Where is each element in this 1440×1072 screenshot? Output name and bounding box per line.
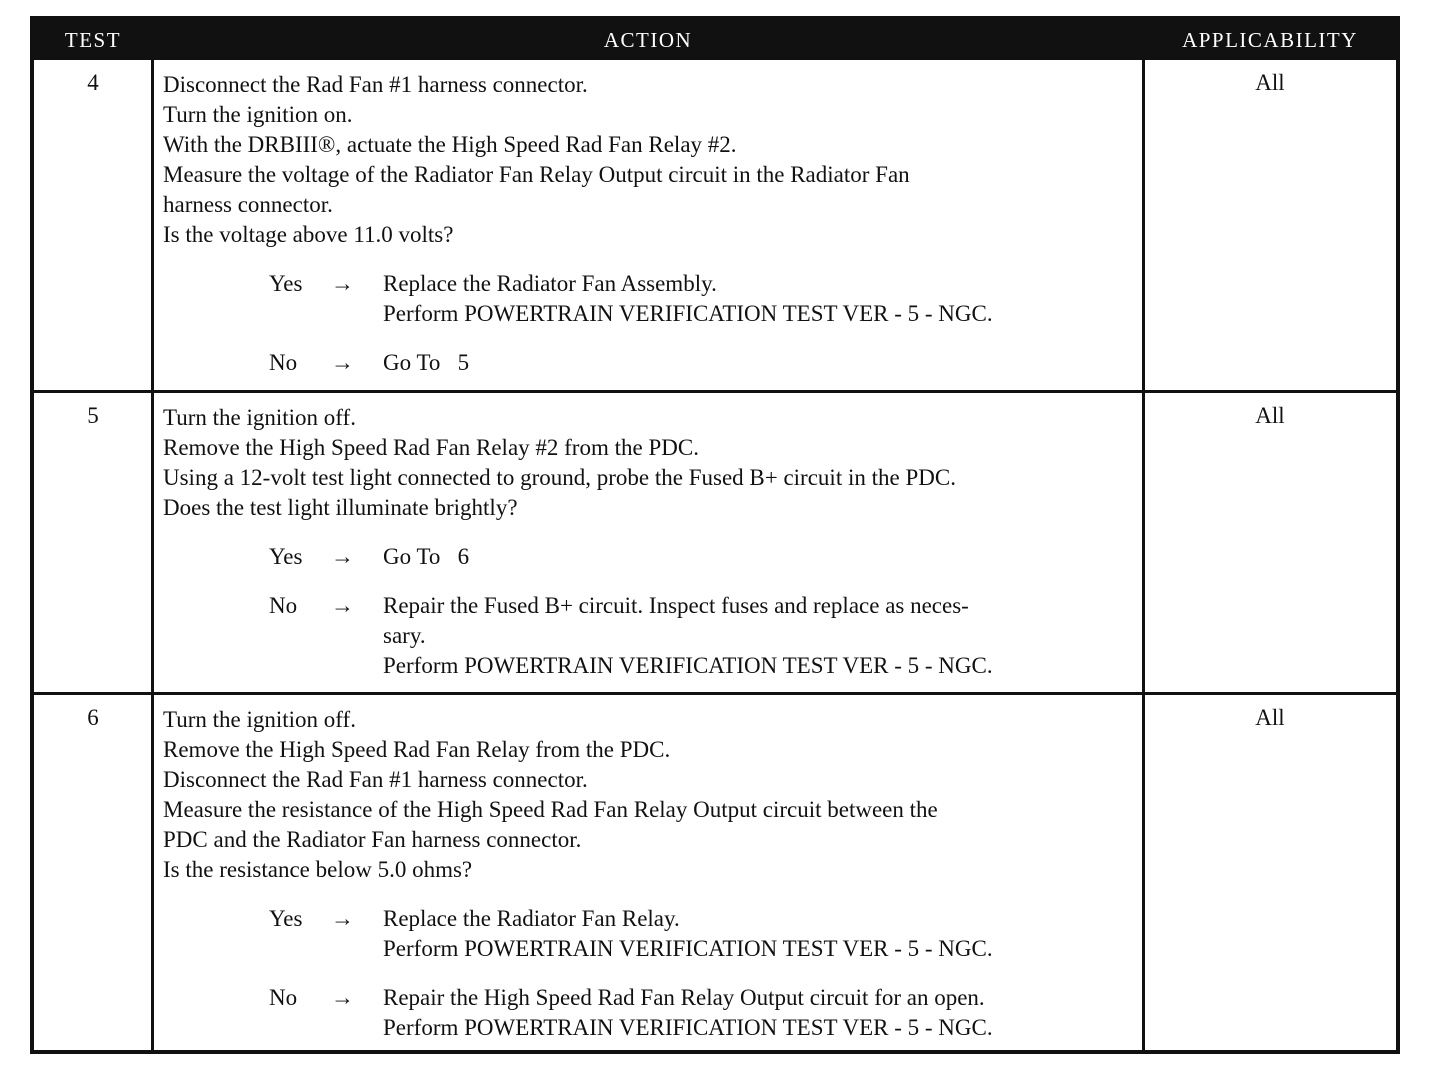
yes-label: Yes — [269, 271, 303, 296]
step: Turn the ignition off. — [163, 405, 356, 430]
no-result — [163, 983, 1143, 1043]
applicability: All — [1255, 70, 1285, 95]
yes-result — [163, 542, 1143, 572]
step: With the DRBIII®, actuate the High Speed Rad Fan Relay #2. — [163, 132, 737, 157]
applicability: All — [1255, 403, 1285, 428]
right-arrow-icon: → — [331, 271, 354, 296]
right-arrow-icon: → — [331, 544, 354, 569]
yes-label: Yes — [269, 544, 303, 569]
result-line: Perform POWERTRAIN VERIFICATION TEST VER - 5 - NGC. — [383, 653, 993, 678]
step: Using a 12-volt test light connected to ground, probe the Fused B+ circuit in the PDC. — [163, 465, 956, 490]
step: Remove the High Speed Rad Fan Relay #2 from the PDC. — [163, 435, 699, 460]
test-row-5 — [34, 390, 1396, 692]
step: Turn the ignition off. — [163, 707, 356, 732]
diagnostic-table — [30, 16, 1400, 1054]
no-result — [163, 591, 1143, 681]
test-number: 4 — [87, 70, 99, 95]
question: Does the test light illuminate brightly? — [163, 495, 518, 520]
yes-result — [163, 269, 1143, 329]
result-line: Perform POWERTRAIN VERIFICATION TEST VER - 5 - NGC. — [383, 936, 993, 961]
right-arrow-icon: → — [331, 985, 354, 1010]
question: Is the resistance below 5.0 ohms? — [163, 857, 473, 882]
yes-label: Yes — [269, 906, 303, 931]
right-arrow-icon: → — [331, 906, 354, 931]
right-arrow-icon: → — [331, 593, 354, 618]
test-row-4 — [34, 60, 1396, 390]
step: harness connector. — [163, 192, 333, 217]
result-line: Replace the Radiator Fan Assembly. — [383, 271, 717, 296]
table-header — [34, 20, 1396, 60]
result-line: Repair the High Speed Rad Fan Relay Output circuit for an open. — [383, 985, 985, 1010]
header-action: ACTION — [603, 28, 693, 52]
question: Is the voltage above 11.0 volts? — [163, 222, 454, 247]
result-line: Perform POWERTRAIN VERIFICATION TEST VER - 5 - NGC. — [383, 1015, 993, 1040]
action-cell — [163, 70, 1143, 378]
step: Measure the resistance of the High Speed Rad Fan Relay Output circuit between the — [163, 797, 938, 822]
action-cell — [163, 403, 1143, 681]
result-line: Replace the Radiator Fan Relay. — [383, 906, 680, 931]
result-line: sary. — [383, 623, 426, 648]
right-arrow-icon: → — [331, 350, 354, 375]
result-line: Go To 5 — [383, 350, 470, 375]
no-label: No — [269, 593, 298, 618]
no-result — [163, 348, 1143, 378]
header-test: TEST — [64, 28, 122, 52]
result-line: Repair the Fused B+ circuit. Inspect fuses and replace as neces- — [383, 593, 969, 618]
step: Disconnect the Rad Fan #1 harness connector. — [163, 72, 588, 97]
test-number: 6 — [87, 705, 99, 730]
step: PDC and the Radiator Fan harness connector. — [163, 827, 582, 852]
applicability: All — [1255, 705, 1285, 730]
result-line: Go To 6 — [383, 544, 470, 569]
no-label: No — [269, 985, 298, 1010]
step: Disconnect the Rad Fan #1 harness connector. — [163, 767, 588, 792]
action-cell — [163, 705, 1143, 1043]
header-applicability: APPLICABILITY — [1182, 28, 1358, 52]
result-line: Perform POWERTRAIN VERIFICATION TEST VER - 5 - NGC. — [383, 301, 993, 326]
step: Remove the High Speed Rad Fan Relay from the PDC. — [163, 737, 671, 762]
yes-result — [163, 904, 1143, 964]
test-number: 5 — [87, 403, 99, 428]
no-label: No — [269, 350, 298, 375]
step: Measure the voltage of the Radiator Fan Relay Output circuit in the Radiator Fan — [163, 162, 910, 187]
step: Turn the ignition on. — [163, 102, 353, 127]
test-row-6 — [34, 692, 1396, 1050]
